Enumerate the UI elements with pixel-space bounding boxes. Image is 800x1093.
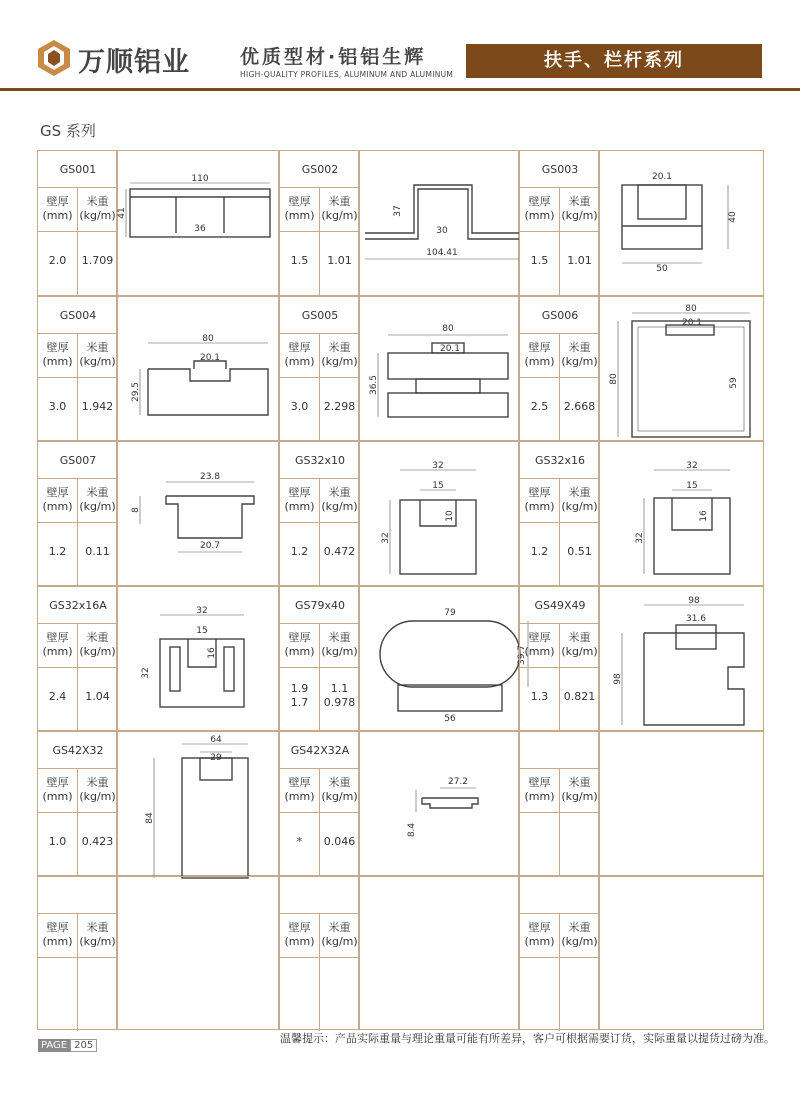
- thick-value: 2.5: [530, 400, 549, 413]
- profile-info: [519, 150, 599, 296]
- thick-value: 1.3: [530, 690, 549, 703]
- thick-unit: (mm): [284, 500, 315, 513]
- page-badge: [38, 1040, 97, 1051]
- thick-unit: (mm): [524, 500, 555, 513]
- profile-name: GS006: [541, 309, 579, 322]
- thick-unit: (mm): [42, 209, 73, 222]
- thick-label: 壁厚: [288, 776, 311, 789]
- dimension-label: 80: [609, 373, 619, 385]
- thick-value: 1.5: [530, 254, 549, 267]
- profile-info: [37, 441, 117, 586]
- page-label: PAGE: [38, 1039, 70, 1052]
- thick-value: 1.0: [48, 835, 67, 848]
- profile-svg: [118, 297, 280, 442]
- dimension-label: 15: [196, 626, 208, 636]
- thick-label: 壁厚: [288, 631, 311, 644]
- weight-unit: (kg/m): [561, 790, 598, 803]
- thick-unit: (mm): [42, 645, 73, 658]
- dimension-label: 79: [444, 608, 456, 618]
- profile-drawing: [359, 150, 519, 296]
- weight-unit: (kg/m): [79, 790, 116, 803]
- header-rule: [0, 88, 800, 91]
- thick-label: 壁厚: [46, 341, 69, 354]
- thick-unit: (mm): [524, 935, 555, 948]
- thick-unit: (mm): [42, 790, 73, 803]
- profile-info: [279, 876, 359, 1030]
- slogan-en: HIGH-QUALITY PROFILES, ALUMINUM AND ALUMINUM: [240, 70, 454, 79]
- profile-info: [519, 586, 599, 731]
- dimension-label: 80: [685, 304, 697, 314]
- thick-label: 壁厚: [46, 776, 69, 789]
- profile-name: GS001: [59, 163, 97, 176]
- profile-svg: [360, 151, 520, 297]
- thick-unit: (mm): [42, 935, 73, 948]
- dimension-label: 8.4: [407, 822, 417, 838]
- weight-label: 米重: [86, 195, 109, 208]
- profile-svg: [118, 732, 280, 877]
- dimension-label: 32: [196, 606, 208, 616]
- weight-label: 米重: [568, 776, 591, 789]
- dimension-label: 50: [656, 264, 668, 274]
- profile-info: [37, 731, 117, 876]
- profile-svg: [118, 442, 280, 587]
- profile-drawing: [359, 296, 519, 441]
- weight-label: 米重: [328, 631, 351, 644]
- profile-info: [37, 876, 117, 1030]
- brand-name: 万顺铝业: [78, 47, 190, 78]
- dimension-label: 29.5: [131, 381, 141, 403]
- profile-svg: [360, 442, 520, 587]
- footer-note: 温馨提示：产品实际重量与理论重量可能有所差异，客户可根据需要订货，实际重量以提货过磅为准。: [280, 1032, 775, 1045]
- profile-svg: [118, 151, 280, 297]
- thick-unit: (mm): [524, 355, 555, 368]
- thick-label: 壁厚: [46, 921, 69, 934]
- profile-drawing: [117, 731, 279, 876]
- weight-value: 0.51: [567, 545, 592, 558]
- weight-label: 米重: [86, 921, 109, 934]
- dimension-label: 32: [381, 532, 391, 544]
- profile-info: [519, 296, 599, 441]
- dimension-label: 15: [686, 481, 698, 491]
- dimension-label: 29: [210, 753, 222, 763]
- weight-value: 0.046: [323, 835, 356, 848]
- weight-label: 米重: [568, 921, 591, 934]
- thick-value-2: 1.7: [290, 696, 309, 709]
- dimension-label: 20.1: [439, 344, 461, 354]
- thick-unit: (mm): [42, 500, 73, 513]
- thick-label: 壁厚: [528, 921, 551, 934]
- empty-drawing-cell: [117, 876, 279, 1030]
- series-title: 扶手、栏杆系列: [466, 44, 762, 78]
- profile-name: GS007: [59, 454, 97, 467]
- weight-value: 0.472: [323, 545, 356, 558]
- weight-value: 1.01: [567, 254, 592, 267]
- thick-value: 1.2: [530, 545, 549, 558]
- weight-label: 米重: [328, 486, 351, 499]
- thick-label: 壁厚: [288, 921, 311, 934]
- weight-label: 米重: [568, 341, 591, 354]
- weight-label: 米重: [86, 776, 109, 789]
- weight-value: 2.298: [323, 400, 356, 413]
- profile-drawing: [599, 296, 764, 441]
- dimension-label: 37: [393, 205, 403, 217]
- dimension-label: 32: [141, 667, 151, 679]
- thick-value: *: [296, 835, 303, 848]
- weight-unit: (kg/m): [321, 500, 358, 513]
- profile-svg: [600, 442, 765, 587]
- dimension-label: 27.2: [447, 777, 469, 787]
- thick-unit: (mm): [524, 790, 555, 803]
- weight-unit: (kg/m): [321, 790, 358, 803]
- dimension-label: 30: [436, 226, 448, 236]
- dimension-label: 98: [688, 596, 700, 606]
- profile-name: GS32x16A: [49, 599, 107, 612]
- thick-label: 壁厚: [528, 486, 551, 499]
- dimension-label: 16: [207, 647, 217, 659]
- dimension-label: 31.6: [685, 614, 707, 624]
- thick-label: 壁厚: [528, 631, 551, 644]
- profile-info: [519, 731, 599, 876]
- thick-unit: (mm): [284, 209, 315, 222]
- weight-unit: (kg/m): [321, 935, 358, 948]
- weight-label: 米重: [328, 776, 351, 789]
- weight-label: 米重: [568, 631, 591, 644]
- weight-label: 米重: [328, 921, 351, 934]
- thick-unit: (mm): [42, 355, 73, 368]
- dimension-label: 20.1: [681, 318, 703, 328]
- dimension-label: 15: [432, 481, 444, 491]
- profile-drawing: [599, 150, 764, 296]
- profile-info: [519, 876, 599, 1030]
- dimension-label: 64: [210, 735, 222, 745]
- profile-svg: [600, 151, 765, 297]
- dimension-label: 110: [191, 174, 209, 184]
- profile-svg: [360, 297, 520, 442]
- weight-value: 2.668: [563, 400, 596, 413]
- dimension-label: 36.5: [369, 374, 379, 396]
- dimension-label: 56: [444, 714, 456, 724]
- dimension-label: 40: [728, 211, 738, 223]
- weight-label: 米重: [328, 195, 351, 208]
- profile-drawing: [599, 586, 764, 731]
- dimension-label: 80: [202, 334, 214, 344]
- dimension-label: 8: [131, 507, 141, 513]
- dimension-label: 32: [432, 461, 444, 471]
- thick-unit: (mm): [284, 645, 315, 658]
- dimension-label: 10: [445, 510, 455, 522]
- thick-label: 壁厚: [46, 631, 69, 644]
- empty-drawing-cell: [599, 731, 764, 876]
- profile-name: GS32x10: [294, 454, 345, 467]
- profile-name: GS32x16: [534, 454, 585, 467]
- weight-unit: (kg/m): [561, 645, 598, 658]
- profile-info: [279, 296, 359, 441]
- weight-value: 1.942: [81, 400, 114, 413]
- profile-info: [37, 296, 117, 441]
- profile-info: [279, 441, 359, 586]
- weight-value-2: 0.978: [323, 696, 356, 709]
- weight-label: 米重: [568, 195, 591, 208]
- weight-unit: (kg/m): [79, 209, 116, 222]
- profile-info: [279, 731, 359, 876]
- dimension-label: 104.41: [426, 248, 458, 258]
- weight-label: 米重: [86, 341, 109, 354]
- weight-label: 米重: [568, 486, 591, 499]
- thick-value: 1.2: [48, 545, 67, 558]
- thick-unit: (mm): [524, 209, 555, 222]
- thick-label: 壁厚: [288, 341, 311, 354]
- page-header: [0, 0, 800, 92]
- profile-name: GS49X49: [534, 599, 586, 612]
- profile-name: GS42X32: [52, 744, 104, 757]
- slogan: 优质型材·铝铝生辉: [240, 46, 427, 68]
- profile-drawing: [117, 586, 279, 731]
- thick-value: 1.2: [290, 545, 309, 558]
- weight-value: 0.423: [81, 835, 114, 848]
- profile-name: GS002: [301, 163, 339, 176]
- thick-value: 3.0: [48, 400, 67, 413]
- page-number: 205: [70, 1039, 97, 1052]
- thick-value: 3.0: [290, 400, 309, 413]
- profile-info: [37, 150, 117, 296]
- profile-svg: [600, 297, 765, 442]
- weight-label: 米重: [86, 631, 109, 644]
- weight-unit: (kg/m): [321, 209, 358, 222]
- thick-unit: (mm): [284, 355, 315, 368]
- weight-value: 1.01: [327, 254, 352, 267]
- dimension-label: 41: [117, 207, 127, 219]
- profile-svg: [118, 587, 280, 732]
- weight-unit: (kg/m): [79, 500, 116, 513]
- weight-unit: (kg/m): [561, 500, 598, 513]
- thick-label: 壁厚: [288, 486, 311, 499]
- profile-info: [519, 441, 599, 586]
- thick-label: 壁厚: [528, 776, 551, 789]
- profile-info: [37, 586, 117, 731]
- thick-label: 壁厚: [528, 341, 551, 354]
- section-subtitle: GS 系列: [40, 122, 96, 140]
- thick-value: 1.5: [290, 254, 309, 267]
- profile-name: GS003: [541, 163, 579, 176]
- thick-label: 壁厚: [288, 195, 311, 208]
- thick-label: 壁厚: [528, 195, 551, 208]
- profile-drawing: [117, 441, 279, 586]
- weight-unit: (kg/m): [561, 935, 598, 948]
- weight-unit: (kg/m): [79, 935, 116, 948]
- weight-value: 0.11: [85, 545, 110, 558]
- profile-name: GS79x40: [294, 599, 345, 612]
- profile-drawing: [359, 441, 519, 586]
- weight-value: 1.709: [81, 254, 114, 267]
- dimension-label: 20.7: [199, 541, 221, 551]
- profile-svg: [360, 587, 527, 732]
- profile-svg: [600, 587, 765, 732]
- profile-drawing: [599, 441, 764, 586]
- profile-name: GS004: [59, 309, 97, 322]
- profile-svg: [360, 732, 520, 877]
- thick-value: 2.4: [48, 690, 67, 703]
- weight-unit: (kg/m): [79, 645, 116, 658]
- profile-drawing: [359, 586, 527, 731]
- weight-value: 1.1: [330, 682, 349, 695]
- profile-drawing: [359, 731, 519, 876]
- dimension-label: 98: [613, 673, 623, 685]
- weight-unit: (kg/m): [321, 645, 358, 658]
- thick-label: 壁厚: [46, 486, 69, 499]
- dimension-label: 32: [635, 532, 645, 544]
- empty-drawing-cell: [599, 876, 764, 1030]
- weight-label: 米重: [328, 341, 351, 354]
- thick-unit: (mm): [524, 645, 555, 658]
- profile-name: GS42X32A: [290, 744, 350, 757]
- thick-unit: (mm): [284, 935, 315, 948]
- dimension-label: 36: [194, 224, 206, 234]
- profile-info: [279, 586, 359, 731]
- dimension-label: 39.7: [517, 644, 527, 666]
- dimension-label: 84: [145, 812, 155, 824]
- dimension-label: 16: [699, 510, 709, 522]
- weight-value: 0.821: [563, 690, 596, 703]
- weight-unit: (kg/m): [561, 209, 598, 222]
- weight-unit: (kg/m): [321, 355, 358, 368]
- profile-info: [279, 150, 359, 296]
- weight-unit: (kg/m): [79, 355, 116, 368]
- weight-label: 米重: [86, 486, 109, 499]
- weight-unit: (kg/m): [561, 355, 598, 368]
- thick-value: 1.9: [290, 682, 309, 695]
- dimension-label: 80: [442, 324, 454, 334]
- logo-icon: [38, 40, 70, 76]
- thick-label: 壁厚: [46, 195, 69, 208]
- dimension-label: 20.1: [199, 353, 221, 363]
- profile-name: GS005: [301, 309, 339, 322]
- dimension-label: 59: [729, 377, 739, 389]
- profile-drawing: [117, 150, 279, 296]
- profile-drawing: [117, 296, 279, 441]
- dimension-label: 23.8: [199, 472, 221, 482]
- thick-unit: (mm): [284, 790, 315, 803]
- empty-drawing-cell: [359, 876, 519, 1030]
- dimension-label: 20.1: [651, 172, 673, 182]
- dimension-label: 32: [686, 461, 698, 471]
- thick-value: 2.0: [48, 254, 67, 267]
- weight-value: 1.04: [85, 690, 110, 703]
